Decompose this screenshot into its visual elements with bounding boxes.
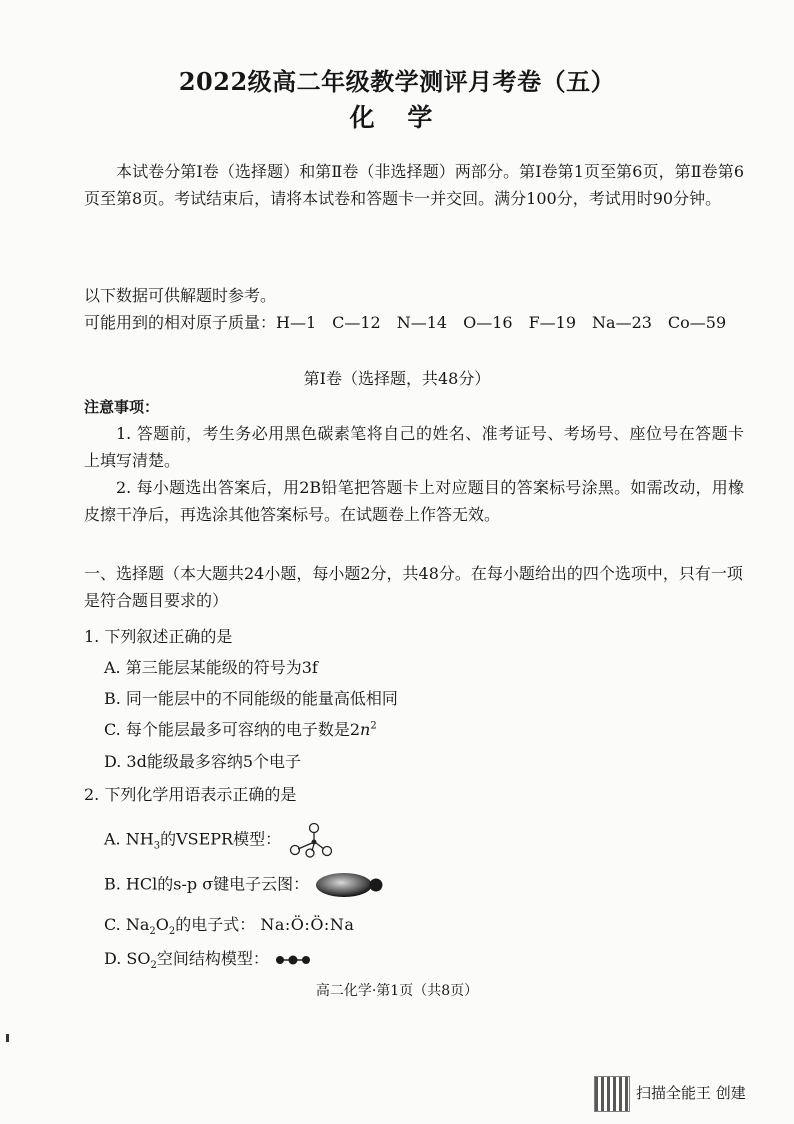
atomic-masses: 可能用到的相对原子质量：H—1 C—12 N—14 O—16 F—19 Na—23 Co—59 (84, 313, 727, 332)
scanner-qr-icon (594, 1076, 630, 1112)
subject-title: 化 学 (349, 103, 445, 132)
notice-item-2: 2. 每小题选出答案后，用2B铅笔把答题卡上对应题目的答案标号涂黑。如需改动，用橡皮擦干净后，再选涂其他答案标号。在试题卷上作答无效。 (84, 478, 744, 524)
reference-line: 以下数据可供解题时参考。 (84, 286, 277, 305)
intro-paragraph: 本试卷分第Ⅰ卷（选择题）和第Ⅱ卷（非选择题）两部分。第Ⅰ卷第1页至第6页，第Ⅱ卷第6页至第8页。考试结束后，请将本试卷和答题卡一并交回。满分100分，考试用时90分钟。 (84, 162, 744, 208)
q2-option-c-sub2: 2 (168, 926, 176, 938)
q1-option-b: B. 同一能层中的不同能级的能量高低相同 (104, 689, 398, 708)
section-I-heading: 第Ⅰ卷（选择题，共48分） (303, 369, 491, 388)
q2-stem: 2. 下列化学用语表示正确的是 (84, 785, 297, 804)
notice-title: 注意事项： (84, 398, 160, 416)
q1-option-c-text: C. 每个能层最多可容纳的电子数是2 (104, 720, 361, 739)
q2-option-c-sub1: 2 (149, 926, 156, 938)
so2-model-icon (274, 953, 312, 967)
exam-title: 2022级高二年级教学测评月考卷（五） (178, 67, 616, 96)
q2-option-d-suffix: 空间结构模型： (156, 949, 269, 968)
q2-option-c (104, 912, 354, 937)
notice-item-1: 1. 答题前，考生务必用黑色碳素笔将自己的姓名、准考证号、考场号、座位号在答题卡上填写清楚。 (84, 424, 744, 470)
electron-cloud-icon (314, 870, 386, 900)
q2-option-c-formula: Na:Ö:Ö:Na (260, 915, 355, 934)
q2-option-a-sub: 3 (153, 840, 161, 852)
q1-option-a: A. 第三能层某能级的符号为3f (104, 658, 318, 677)
page-footer: 高二化学·第1页（共8页） (315, 983, 479, 999)
q2-option-b-text: B. HCl的s-p σ键电子云图： (104, 874, 310, 894)
q1-stem: 1. 下列叙述正确的是 (84, 627, 233, 646)
q1-option-d: D. 3d能级最多容纳5个电子 (104, 752, 302, 771)
q2-option-a-prefix: A. NH (104, 829, 154, 849)
scanner-watermark: 扫描全能王 创建 (636, 1084, 746, 1102)
q1-option-c (104, 717, 377, 740)
q2-option-c-suffix: 的电子式： (175, 915, 256, 934)
q2-option-b (104, 870, 386, 900)
vsepr-model-icon (286, 822, 334, 858)
q2-option-d-prefix: D. SO (104, 949, 151, 968)
q1-option-c-sup: 2 (370, 720, 377, 732)
q2-option-c-prefix: C. Na (104, 915, 150, 934)
q2-option-c-mid: O (155, 915, 169, 934)
q1-option-c-var: n (360, 720, 371, 739)
scan-mark (6, 1034, 9, 1042)
q2-option-d-sub: 2 (150, 960, 157, 972)
q2-option-d (104, 946, 312, 971)
part1-heading: 一、选择题（本大题共24小题，每小题2分，共48分。在每小题给出的四个选项中，只有一项是符合题目要求的） (84, 564, 743, 610)
q2-option-a-suffix: 的VSEPR模型： (160, 829, 282, 849)
q2-option-a (104, 822, 334, 858)
